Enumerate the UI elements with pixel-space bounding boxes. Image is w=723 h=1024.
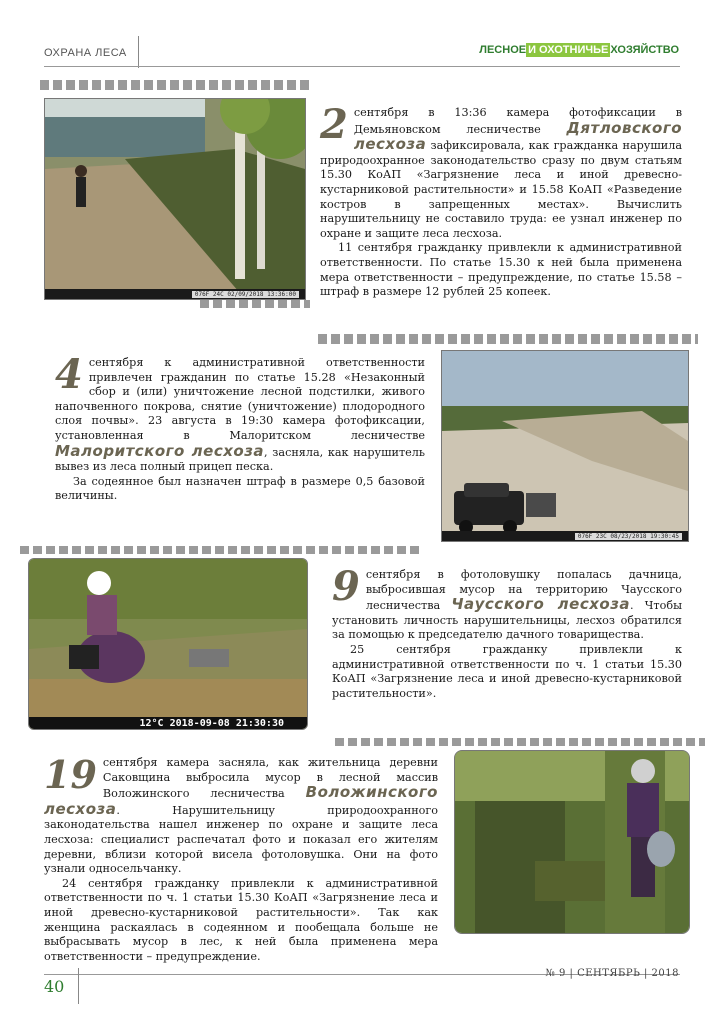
article-body: , засняла, как нарушитель вывез из леса полный прицеп песка. <box>55 445 425 474</box>
article-lead: сентября к административной ответственности привлечен гражданин по статье 15.28 «Незаконный сбор и (или) уничтожение лесной подстилки, живого напочвенного покрова, снятие (уничтожение) плодородного слоя почвы». 23 августа в 19:30 камера фотофиксации, установленная в Малоритском лесничестве <box>55 356 425 442</box>
photo-dacha-woman-image <box>29 559 307 729</box>
photo-timestamp: 076F 23C 08/23/2018 19:30:45 <box>575 533 682 540</box>
header-divider <box>138 36 139 68</box>
page-number: 40 <box>44 977 65 996</box>
filmstrip-decoration <box>318 334 698 344</box>
drop-cap-day: 2 <box>320 101 348 148</box>
article-paragraph: 11 сентября гражданку привлекли к административной ответственности. По статье 15.30 к ней была применена мера ответственности – предупреждение, по статье 15.58 – штраф в размере 12 рублей 25 копеек. <box>320 241 682 299</box>
photo-chausy-camera <box>28 558 308 730</box>
article-valozhyn <box>44 752 438 964</box>
photo-sand-quarry-image <box>442 351 688 541</box>
photo-timestamp: 12°C 2018-09-08 21:30:30 <box>139 718 284 729</box>
filmstrip-decoration <box>200 300 310 308</box>
article-body: зафиксировала, как гражданка нарушила природоохранное законодательство сразу по двум статьям 15.30 КоАП «Загрязнение леса и иной древесно-кустарниковой растительности» и 15.58 КоАП «Разведение костров в запрещенных местах». Вычислить нарушительницу не составило труда: ее узнал инженер по охране и защите леса лесхоза. <box>320 139 682 240</box>
footer-divider <box>78 968 79 1004</box>
forestry-name: Воложинского лесхоза <box>44 783 438 818</box>
issue-info: № 9 | СЕНТЯБРЬ | 2018 <box>545 968 679 979</box>
article-dyatlovo <box>320 101 683 300</box>
photo-maloryta-camera <box>441 350 689 542</box>
section-title: ОХРАНА ЛЕСА <box>44 47 127 59</box>
filmstrip-decoration <box>20 546 420 554</box>
drop-cap-day: 9 <box>332 563 360 610</box>
article-paragraph: За содеянное был назначен штраф в размере 0,5 базовой величины. <box>55 474 425 503</box>
article-lead: сентября в 13:36 камера фотофиксации в Демьяновском лесничестве <box>353 106 682 136</box>
magazine-title <box>479 44 679 56</box>
forestry-name: Чаусского лесхоза <box>451 595 631 614</box>
forestry-name: Дятловского лесхоза <box>353 118 683 154</box>
magazine-title-part1: ЛЕСНОЕ <box>479 44 527 56</box>
article-body: . Нарушительницу природоохранного законодательства нашел инженер по охране и защите леса лесхоза: специалист распечатал фото и показал его жителям деревни, вблизи которой висела фотоловушка. Они на фото узнали односельчанку. <box>44 803 438 876</box>
photo-timestamp: 076F 24C 02/09/2018 13:36:00 <box>192 291 299 298</box>
article-lead: сентября камера засняла, как жительница деревни Саковщина выбросила мусор в лесной массив Воложинского лесничества <box>102 756 438 801</box>
filmstrip-decoration <box>40 80 310 90</box>
magazine-title-part3: ХОЗЯЙСТВО <box>610 44 679 56</box>
article-paragraph: 24 сентября гражданку привлекли к административной ответственности по ч. 1 статьи 15.30 КоАП «Загрязнение леса и иной древесно-кустарниковой растительности». Так как женщина раскаялась в содеянном и пообещала больше не выбрасывать мусор в лес, к ней была применена мера ответственности – предупреждение. <box>44 876 438 963</box>
photo-valozhyn-camera <box>454 750 690 934</box>
header-rule <box>44 66 680 67</box>
photo-forest-lake-image <box>45 99 305 299</box>
drop-cap-day: 4 <box>55 351 83 398</box>
article-paragraph: 25 сентября гражданку привлекли к административной ответственности по ч. 1 статьи 15.30 КоАП «Загрязнение леса и иной древесно-кустарниковой растительности». <box>332 642 682 700</box>
article-chausy <box>332 563 682 701</box>
article-maloryta <box>55 351 425 504</box>
filmstrip-decoration <box>335 738 705 746</box>
forestry-name: Малоритского лесхоза <box>55 441 265 460</box>
magazine-title-part2: И ОХОТНИЧЬЕ <box>528 44 609 56</box>
photo-forest-woman-image <box>455 751 689 933</box>
drop-cap-day: 19 <box>44 752 97 797</box>
article-lead: сентября в фотоловушку попалась дачница, выбросившая мусор на территорию Чаусского лесничества <box>365 568 682 613</box>
photo-dyatlovo-camera <box>44 98 306 300</box>
article-body: . Чтобы установить личность нарушительницы, лесхоз обратился за помощью к председателю дачного товарищества. <box>332 599 682 642</box>
